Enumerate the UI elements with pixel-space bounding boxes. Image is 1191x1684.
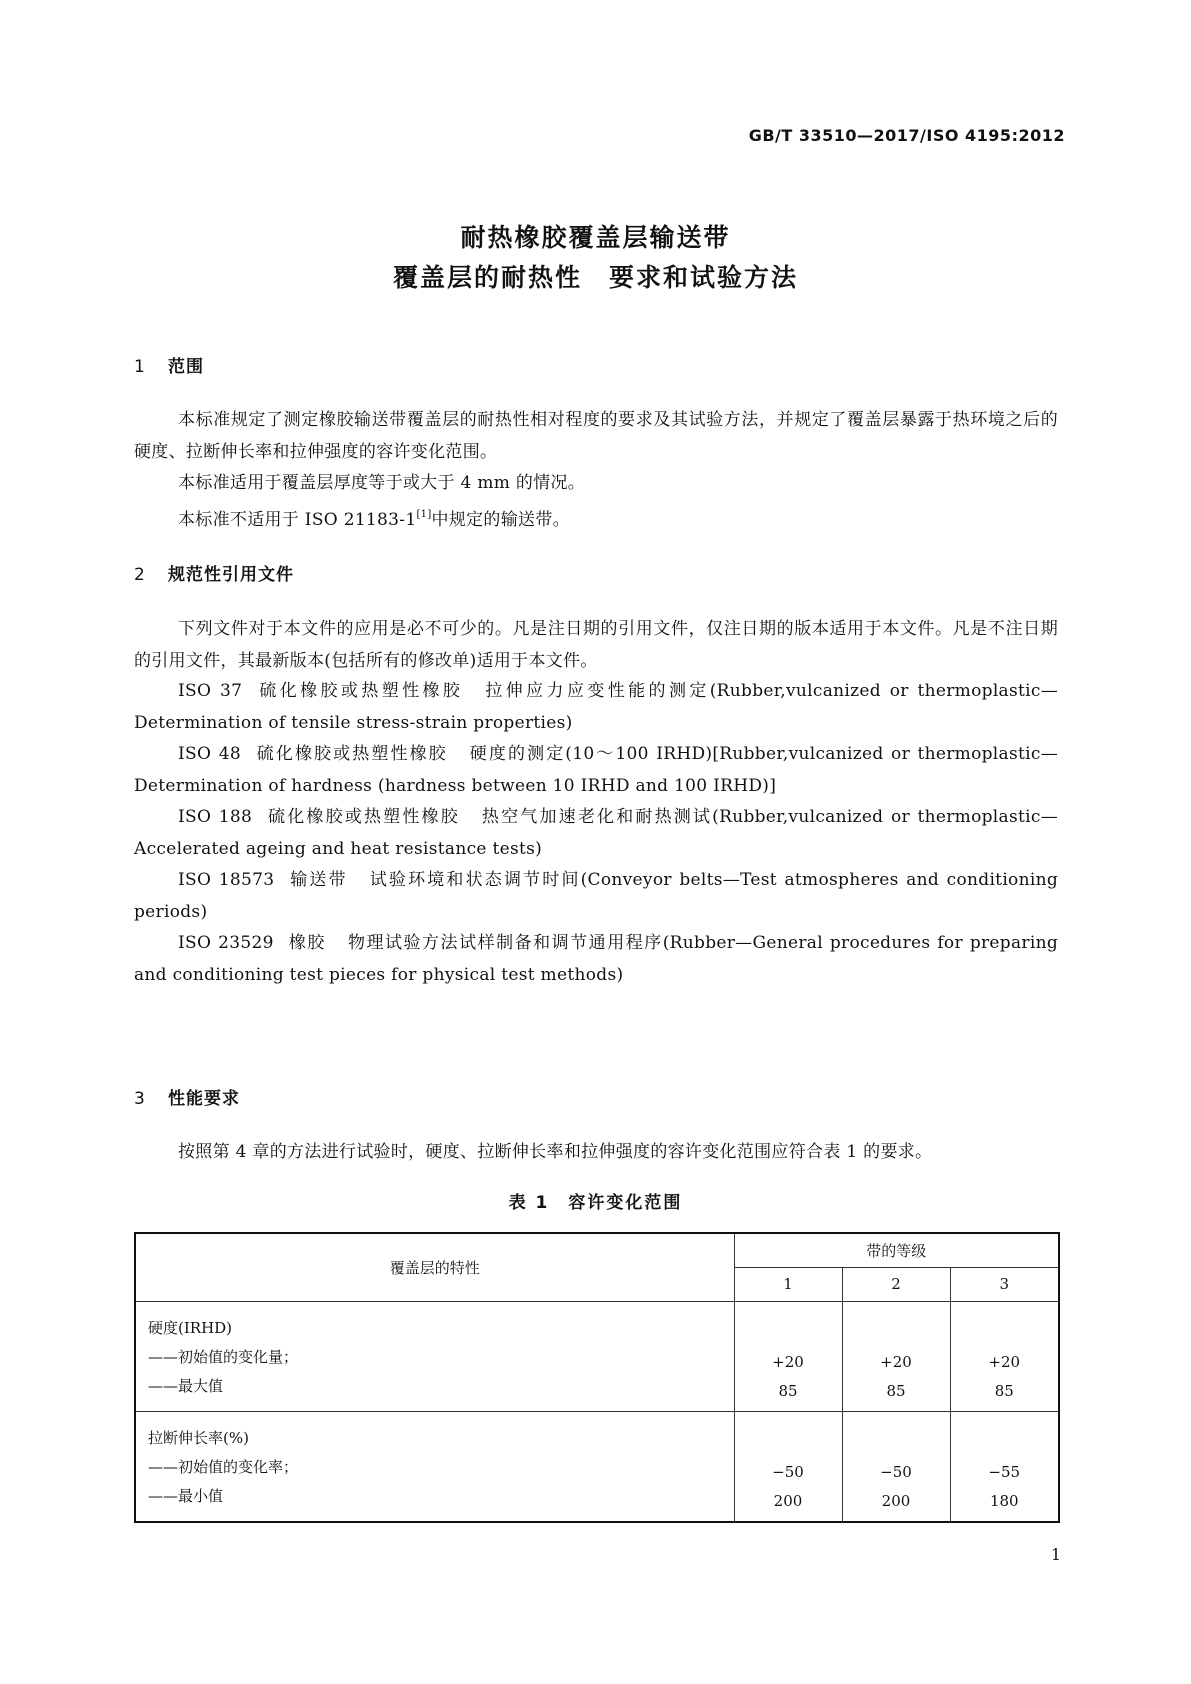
property-item: ——初始值的变化量； bbox=[148, 1347, 299, 1366]
section1-heading bbox=[134, 352, 204, 377]
value-change: −50 bbox=[880, 1462, 912, 1481]
header-property: 覆盖层的特性 bbox=[135, 1233, 734, 1301]
grade-cell: 3 bbox=[950, 1267, 1059, 1301]
section3-heading bbox=[134, 1084, 240, 1109]
document-title-line2: 覆盖层的耐热性 要求和试验方法 bbox=[392, 263, 798, 292]
section2-intro: 下列文件对于本文件的应用是必不可少的。凡是注日期的引用文件，仅注日期的版本适用于本文件。凡是不注日期的引用文件，其最新版本(包括所有的修改单)适用于本文件。 bbox=[134, 619, 1058, 671]
page-number: 1 bbox=[1050, 1545, 1061, 1564]
value-change: −55 bbox=[988, 1462, 1021, 1481]
section1-number: 1 bbox=[134, 357, 146, 377]
reference-item bbox=[134, 739, 1058, 802]
reference-subject: 输送带 bbox=[288, 870, 348, 890]
reference-subject: 硫化橡胶或热塑性橡胶 bbox=[256, 681, 464, 701]
normative-references-list bbox=[134, 676, 1058, 991]
section2-heading bbox=[134, 560, 294, 585]
grade-cell: 2 bbox=[842, 1267, 950, 1301]
property-cell bbox=[135, 1411, 734, 1522]
value-cell bbox=[950, 1411, 1059, 1522]
section3-number: 3 bbox=[134, 1089, 146, 1109]
section1-para1: 本标准规定了测定橡胶输送带覆盖层的耐热性相对程度的要求及其试验方法，并规定了覆盖层暴露于热环境之后的硬度、拉断伸长率和拉伸强度的容许变化范围。 bbox=[134, 410, 1058, 462]
reference-subject: 硫化橡胶或热塑性橡胶 bbox=[266, 807, 460, 827]
reference-title: 拉伸应力应变性能的测定(Rubber,vulcanized or thermoplastic—Determination of tensile stress-strain properties) bbox=[134, 681, 1059, 733]
property-item: ——最小值 bbox=[148, 1486, 224, 1505]
reference-item bbox=[134, 802, 1058, 865]
reference-item bbox=[134, 676, 1058, 739]
value-limit: 200 bbox=[773, 1491, 803, 1510]
property-group: 硬度(IRHD) bbox=[148, 1318, 233, 1337]
reference-title: 物理试验方法试样制备和调节通用程序(Rubber—General procedures for preparing and conditioning test pieces for physical test methods) bbox=[134, 933, 1058, 985]
table-header-row bbox=[135, 1233, 1059, 1267]
reference-code: ISO 37 bbox=[178, 681, 243, 701]
property-group: 拉断伸长率(%) bbox=[148, 1428, 249, 1447]
reference-title: 试验环境和状态调节时间(Conveyor belts—Test atmospheres and conditioning periods) bbox=[134, 870, 1059, 922]
value-change: +20 bbox=[988, 1352, 1021, 1371]
section1-title: 范围 bbox=[168, 357, 204, 377]
section2-number: 2 bbox=[134, 565, 146, 585]
table-row bbox=[135, 1301, 1059, 1411]
reference-code: ISO 23529 bbox=[178, 933, 274, 953]
value-cell bbox=[950, 1301, 1059, 1411]
value-change: +20 bbox=[772, 1352, 804, 1371]
value-cell bbox=[842, 1301, 950, 1411]
document-title-line1: 耐热橡胶覆盖层输送带 bbox=[460, 223, 731, 252]
bibliography-reference: [1] bbox=[416, 509, 432, 520]
tolerance-table bbox=[134, 1232, 1060, 1523]
reference-code: ISO 48 bbox=[178, 744, 241, 764]
header-belt-grade: 带的等级 bbox=[734, 1233, 1059, 1267]
table1-caption: 表 1 容许变化范围 bbox=[508, 1193, 683, 1213]
value-change: −50 bbox=[772, 1462, 804, 1481]
section1-para3-tail: 中规定的输送带。 bbox=[431, 510, 570, 530]
section1-para3-text: 本标准不适用于 ISO 21183-1 bbox=[178, 510, 417, 530]
section3-title: 性能要求 bbox=[168, 1089, 240, 1109]
reference-item bbox=[134, 865, 1058, 928]
property-item: ——最大值 bbox=[148, 1376, 224, 1395]
section1-para2: 本标准适用于覆盖层厚度等于或大于 4 mm 的情况。 bbox=[178, 473, 586, 493]
value-change: +20 bbox=[880, 1352, 912, 1371]
value-limit: 180 bbox=[989, 1491, 1019, 1510]
value-limit: 85 bbox=[778, 1381, 798, 1400]
reference-code: ISO 18573 bbox=[178, 870, 275, 890]
reference-subject: 橡胶 bbox=[287, 933, 326, 953]
value-cell bbox=[842, 1411, 950, 1522]
value-cell bbox=[734, 1411, 842, 1522]
section3-para: 按照第 4 章的方法进行试验时，硬度、拉断伸长率和拉伸强度的容许变化范围应符合表 1 的要求。 bbox=[178, 1142, 933, 1162]
reference-code: ISO 188 bbox=[178, 807, 253, 827]
property-cell bbox=[135, 1301, 734, 1411]
grade-cell: 1 bbox=[734, 1267, 842, 1301]
standard-code: GB/T 33510—2017/ISO 4195:2012 bbox=[748, 126, 1065, 145]
value-cell bbox=[734, 1301, 842, 1411]
section2-title: 规范性引用文件 bbox=[168, 565, 294, 585]
value-limit: 85 bbox=[994, 1381, 1014, 1400]
table-row bbox=[135, 1411, 1059, 1522]
property-item: ——初始值的变化率； bbox=[148, 1457, 299, 1476]
value-limit: 200 bbox=[881, 1491, 911, 1510]
section1-para3 bbox=[134, 499, 1058, 537]
reference-item bbox=[134, 928, 1058, 991]
value-limit: 85 bbox=[886, 1381, 906, 1400]
reference-title: 硬度的测定(10～100 IRHD)[Rubber,vulcanized or thermoplastic—Determination of hardness (hardness between 10 IRHD and 100 IRHD)] bbox=[134, 744, 1058, 796]
reference-subject: 硫化橡胶或热塑性橡胶 bbox=[254, 744, 448, 764]
reference-title: 热空气加速老化和耐热测试(Rubber,vulcanized or thermoplastic—Accelerated ageing and heat resistance tests) bbox=[134, 807, 1058, 859]
